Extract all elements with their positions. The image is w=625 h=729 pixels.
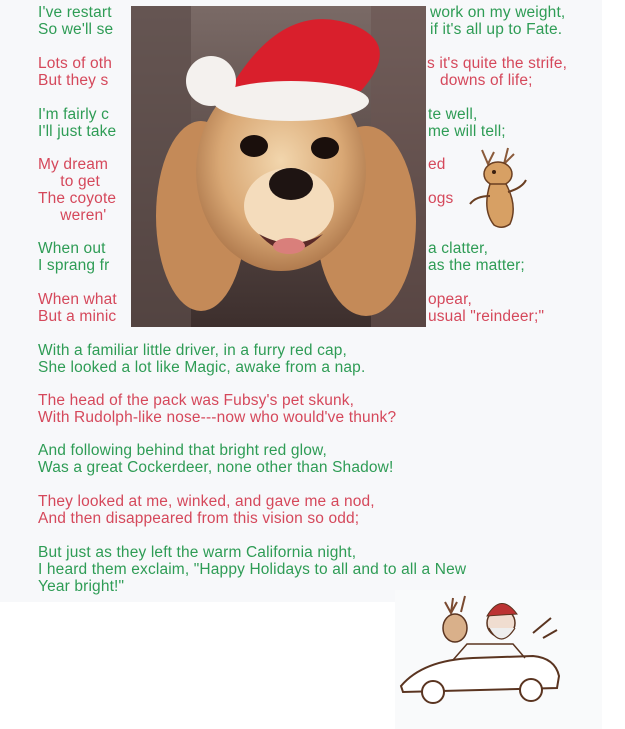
poem-line: When out xyxy=(38,240,106,257)
santa-car-sketch-icon xyxy=(393,588,563,713)
poem-fragment: ogs xyxy=(428,190,454,207)
poem-line: With Rudolph-like nose---now who would've thunk? xyxy=(38,409,397,426)
poem-line: But a minic xyxy=(38,308,117,325)
poem-line: I've restart xyxy=(38,4,112,21)
poem-line: I'll just take xyxy=(38,123,117,140)
poem-fragment: s it's quite the strife, xyxy=(427,55,568,72)
poem-fragment: work on my weight, xyxy=(430,4,566,21)
poem-fragment: usual "reindeer;" xyxy=(428,308,545,325)
poem-fragment: as the matter; xyxy=(428,257,525,274)
dog-photo xyxy=(131,6,426,327)
poem-line: Lots of oth xyxy=(38,55,113,72)
poem-line: So we'll se xyxy=(38,21,114,38)
poem-line: The coyote xyxy=(38,190,117,207)
poem-line: She looked a lot like Magic, awake from a nap. xyxy=(38,359,366,376)
poem-line: And then disappeared from this vision so odd; xyxy=(38,510,360,527)
poem-line: Year bright!" xyxy=(38,578,125,595)
poem-line: I'm fairly c xyxy=(38,106,110,123)
poem-fragment: a clatter, xyxy=(428,240,489,257)
poem-line: Was a great Cockerdeer, none other than Shadow! xyxy=(38,459,394,476)
poem-line: They looked at me, winked, and gave me a nod, xyxy=(38,493,375,510)
poem-fragment: downs of life; xyxy=(440,72,533,89)
poem-line: to get xyxy=(38,173,100,190)
poem-line: I heard them exclaim, "Happy Holidays to all and to all a New xyxy=(38,561,467,578)
poem-line: And following behind that bright red glow, xyxy=(38,442,327,459)
poem-line: I sprang fr xyxy=(38,257,110,274)
poem-line: With a familiar little driver, in a furry red cap, xyxy=(38,342,347,359)
poem-fragment: if it's all up to Fate. xyxy=(430,21,563,38)
poem-line: weren' xyxy=(38,207,107,224)
poem-line: My dream xyxy=(38,156,109,173)
poem-line: The head of the pack was Fubsy's pet skunk, xyxy=(38,392,355,409)
poem-fragment: opear, xyxy=(428,291,472,308)
poem-line: When what xyxy=(38,291,117,308)
poem-line: But they s xyxy=(38,72,109,89)
poem-fragment: te well, xyxy=(428,106,478,123)
dog-in-santa-hat-image xyxy=(131,6,426,327)
poem-line: But just as they left the warm California night, xyxy=(38,544,357,561)
poem-fragment: me will tell; xyxy=(428,123,506,140)
poem-fragment: ed xyxy=(428,156,446,173)
reindeer-sketch-icon xyxy=(460,140,532,235)
